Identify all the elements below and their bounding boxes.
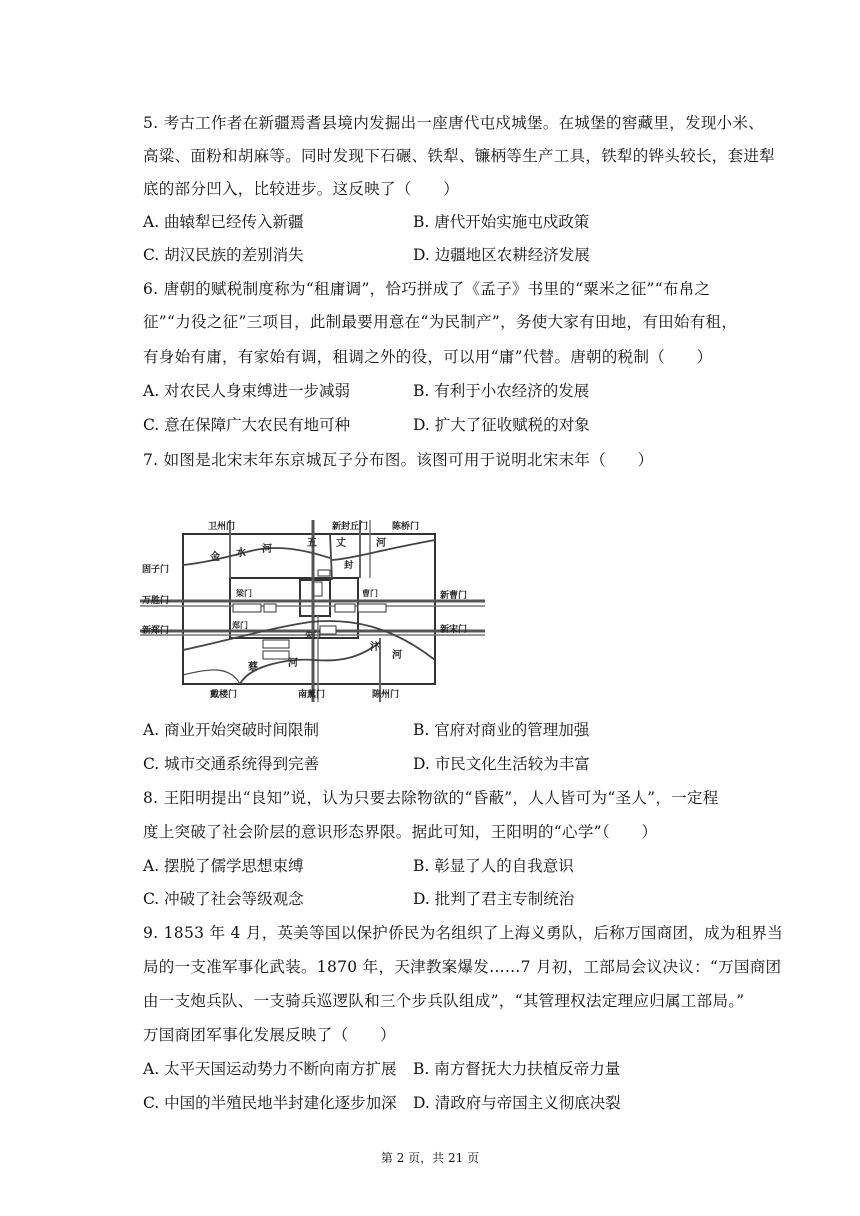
q6-option-c: C. 意在保障广大农民有地可种 [143, 416, 351, 434]
dongjing-city-map [140, 510, 485, 702]
wazi-marker-2 [264, 604, 276, 612]
wazi-marker-6 [263, 651, 289, 659]
q9-line-1: 9. 1853 年 4 月，英美等国以保护侨民为名组织了上海义勇队，后称万国商团，成为租界当 [143, 924, 784, 942]
gate-nanxun: 南薰门 [298, 690, 326, 700]
q7-option-b: B. 官府对商业的管理加强 [413, 721, 590, 739]
q8-option-c: C. 冲破了社会等级观念 [143, 890, 304, 908]
q5-option-b: B. 唐代开始实施屯戍政策 [413, 213, 590, 231]
gate-zheng: 郑门 [232, 621, 248, 630]
gate-xinsong: 新宋门 [440, 625, 468, 635]
gate-chenzhou: 陈州门 [372, 690, 400, 700]
q6-line-1: 6. 唐朝的赋税制度称为“租庸调”，恰巧拼成了《孟子》书里的“粟米之征”“布帛之 [143, 280, 711, 298]
river-label-he2: 河 [376, 538, 386, 549]
q8-option-a: A. 摆脱了儒学思想束缚 [143, 857, 304, 875]
cai-river [240, 642, 380, 684]
river-label-bian: 汴 [370, 642, 380, 653]
river-label-zhang: 丈 [336, 538, 346, 549]
q8-option-b: B. 彰显了人的自我意识 [413, 857, 574, 875]
q5-option-c: C. 胡汉民族的差别消失 [143, 246, 304, 264]
q6-option-d: D. 扩大了征收赋税的对象 [413, 416, 590, 434]
gate-xinfengqiu: 新封丘门 [332, 522, 369, 532]
q5-option-d: D. 边疆地区农耕经济发展 [413, 246, 590, 264]
q5-line-3: 底的部分凹入，比较进步。这反映了（ ） [143, 180, 460, 198]
gate-daiyou: 戴楼门 [210, 690, 238, 700]
q6-option-a: A. 对农民人身束缚进一步减弱 [143, 382, 351, 400]
q5-line-2: 高粱、面粉和胡麻等。同时发现下石碾、铁犁、镰柄等生产工具，铁犁的铧头较长，套进犁 [143, 147, 776, 165]
q6-line-3: 有身始有庸，有家始有调，租调之外的役，可以用“庸”代替。唐朝的税制（ ） [143, 348, 713, 366]
q8-line-2: 度上突破了社会阶层的意识形态界限。据此可知，王阳明的“心学”（ ） [143, 823, 658, 841]
gate-chenqiao: 陈桥门 [392, 522, 420, 532]
palace-city [300, 580, 330, 616]
q9-line-4: 万国商团军事化发展反映了（ ） [143, 1026, 396, 1044]
wazi-marker-4 [358, 604, 386, 612]
gate-xincao: 新曹门 [440, 591, 468, 601]
wazi-marker-3 [335, 604, 355, 612]
q8-line-1: 8. 王阳明提出“良知”说，认为只要去除物欲的“昏蔽”，人人皆可为“圣人”，一定程 [143, 789, 719, 807]
river-label-he3: 河 [392, 650, 402, 661]
q9-line-2: 局的一支准军事化武装。1870 年，天津教案爆发……7 月初，工部局会议决议：“万国商团 [143, 958, 782, 976]
river-label-he4: 河 [288, 658, 298, 669]
river-label-cai: 蔡 [248, 662, 258, 673]
q9-option-a: A. 太平天国运动势力不断向南方扩展 [143, 1060, 397, 1078]
river-label-he1: 河 [262, 544, 272, 555]
gate-zhu: 朱门 [305, 631, 321, 640]
q9-option-b: B. 南方督抚大力扶植反帝力量 [413, 1060, 621, 1078]
river-label-wu: 五 [307, 538, 317, 549]
river-label-feng: 封 [344, 561, 354, 571]
q6-line-2: 征”“力役之征”三项目，此制最要用意在“为民制产”，务使大家有田地，有田始有租， [143, 313, 738, 331]
wazi-marker-5 [263, 640, 289, 648]
q9-line-3: 由一支炮兵队、一支骑兵巡逻队和三个步兵队组成”，“其管理权法定理应归属工部局。” [143, 992, 745, 1010]
q7-option-d: D. 市民文化生活较为丰富 [413, 755, 590, 773]
wazi-marker-7 [320, 626, 336, 634]
gate-wansheng: 万胜门 [142, 596, 170, 606]
wazi-marker-8 [318, 570, 330, 576]
q7-line-1: 7. 如图是北宋末年东京城瓦子分布图。该图可用于说明北宋末年（ ） [143, 451, 654, 469]
q7-option-a: A. 商业开始突破时间限制 [143, 721, 320, 739]
q6-option-b: B. 有利于小农经济的发展 [413, 382, 590, 400]
gate-xinzheng: 新郑门 [142, 626, 170, 636]
gate-liang: 梁门 [236, 589, 252, 598]
q5-line-1: 5. 考古工作者在新疆焉耆县境内发掘出一座唐代屯戍城堡。在城堡的窖藏里，发现小米、 [143, 114, 765, 132]
cai-river-branch [183, 670, 240, 684]
q8-option-d: D. 批判了君主专制统治 [413, 890, 575, 908]
river-label-shui: 水 [236, 548, 246, 559]
gate-weizhou: 卫州门 [208, 522, 236, 532]
gate-cao: 曹门 [362, 589, 378, 598]
page-footer: 第 2 页，共 21 页 [380, 1151, 480, 1165]
q5-option-a: A. 曲辕犁已经传入新疆 [143, 213, 304, 231]
outer-city-wall [183, 534, 435, 684]
q7-option-c: C. 城市交通系统得到完善 [143, 755, 320, 773]
wazi-marker-1 [233, 604, 261, 612]
q9-option-d: D. 清政府与帝国主义彻底决裂 [413, 1094, 621, 1112]
gate-guzi: 固子门 [142, 565, 170, 575]
q9-option-c: C. 中国的半殖民地半封建化逐步加深 [143, 1094, 397, 1112]
river-label-jin: 金 [210, 552, 220, 563]
jinshui-river [183, 548, 330, 565]
